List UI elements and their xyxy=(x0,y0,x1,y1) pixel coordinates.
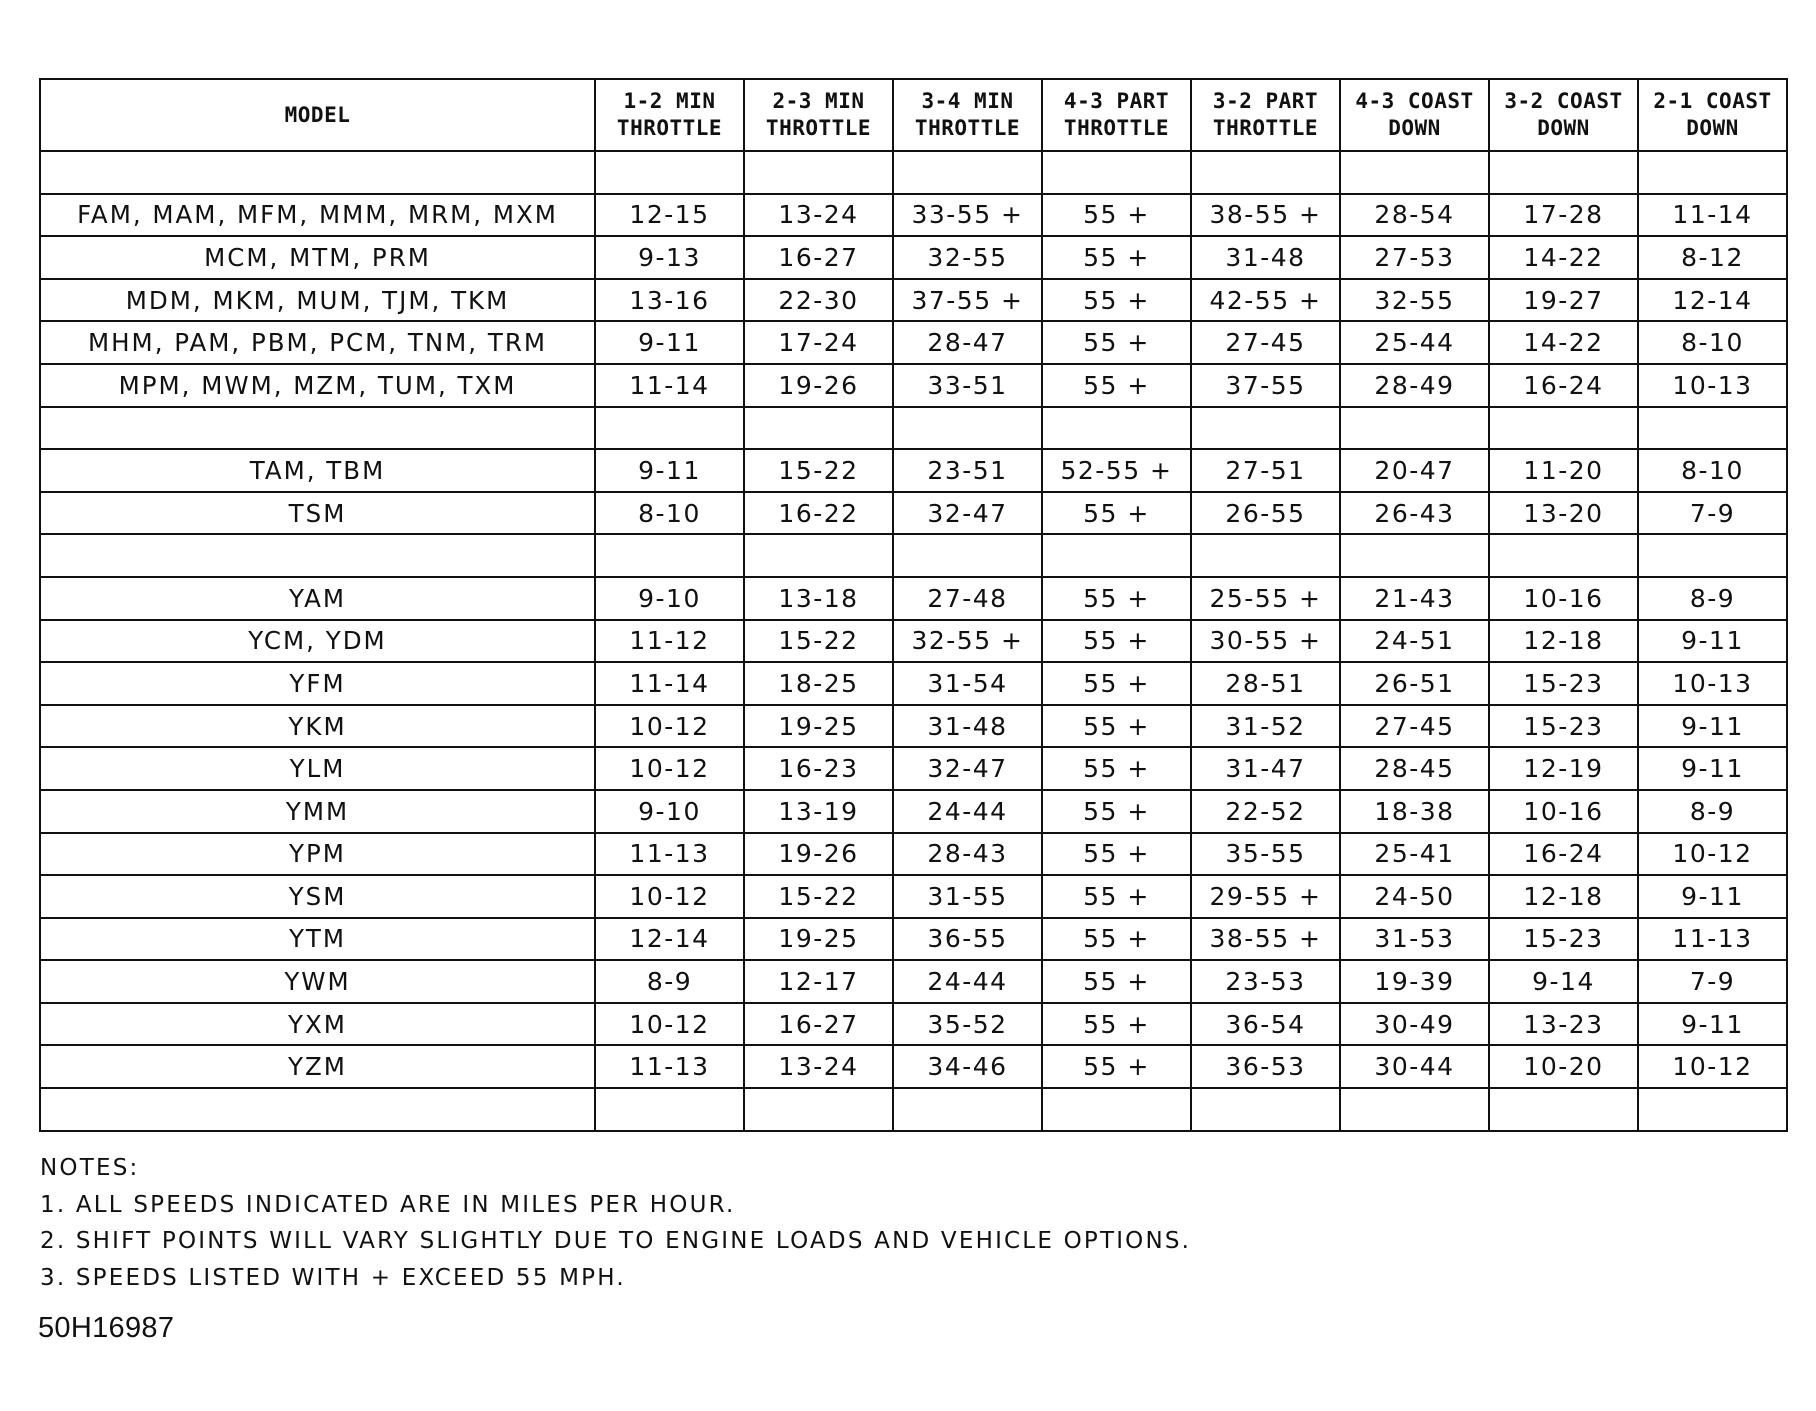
speed-cell: 10-12 xyxy=(595,1003,744,1046)
speed-cell: 23-51 xyxy=(893,449,1042,492)
speed-cell: 32-55 xyxy=(1340,279,1489,322)
speed-cell: 17-24 xyxy=(744,321,893,364)
speed-cell: 10-13 xyxy=(1638,364,1787,407)
spacer-row xyxy=(40,407,1787,450)
speed-cell xyxy=(595,151,744,194)
speed-cell: 32-47 xyxy=(893,492,1042,535)
speed-cell: 10-12 xyxy=(1638,1045,1787,1088)
speed-cell: 37-55 + xyxy=(893,279,1042,322)
speed-cell xyxy=(1340,534,1489,577)
speed-cell: 9-13 xyxy=(595,236,744,279)
table-row xyxy=(40,321,1787,364)
header-label-line: 1-2 MIN xyxy=(623,89,716,113)
model-cell: YAM xyxy=(40,577,595,620)
speed-cell: 16-27 xyxy=(744,236,893,279)
speed-cell: 8-9 xyxy=(1638,577,1787,620)
header-label-line: THROTTLE xyxy=(1063,116,1170,140)
speed-cell: 24-44 xyxy=(893,790,1042,833)
table-row xyxy=(40,279,1787,322)
speed-cell: 14-22 xyxy=(1489,321,1638,364)
speed-cell: 11-14 xyxy=(595,364,744,407)
speed-cell: 11-13 xyxy=(1638,918,1787,961)
speed-cell: 24-50 xyxy=(1340,875,1489,918)
header-label-line: THROTTLE xyxy=(1212,116,1319,140)
speed-cell: 55 + xyxy=(1042,1003,1191,1046)
speed-cell: 25-44 xyxy=(1340,321,1489,364)
speed-cell: 35-55 xyxy=(1191,833,1340,876)
speed-cell: 30-49 xyxy=(1340,1003,1489,1046)
table-row xyxy=(40,662,1787,705)
speed-cell: 13-19 xyxy=(744,790,893,833)
speed-cell xyxy=(1042,534,1191,577)
model-cell: YKM xyxy=(40,705,595,748)
speed-cell: 11-13 xyxy=(595,833,744,876)
speed-cell: 10-12 xyxy=(595,705,744,748)
speed-cell: 55 + xyxy=(1042,875,1191,918)
speed-cell: 31-52 xyxy=(1191,705,1340,748)
speed-cell xyxy=(744,534,893,577)
speed-cell xyxy=(595,407,744,450)
speed-cell: 34-46 xyxy=(893,1045,1042,1088)
shift-speed-table xyxy=(39,78,1788,1132)
speed-cell: 15-22 xyxy=(744,620,893,663)
speed-cell: 8-12 xyxy=(1638,236,1787,279)
speed-cell xyxy=(1638,151,1787,194)
speed-cell: 52-55 + xyxy=(1042,449,1191,492)
speed-cell: 37-55 xyxy=(1191,364,1340,407)
speed-cell: 55 + xyxy=(1042,833,1191,876)
speed-cell: 36-53 xyxy=(1191,1045,1340,1088)
header-label-line: DOWN xyxy=(1686,116,1739,140)
speed-cell: 13-16 xyxy=(595,279,744,322)
speed-cell: 55 + xyxy=(1042,236,1191,279)
speed-cell: 8-10 xyxy=(1638,449,1787,492)
speed-cell: 28-45 xyxy=(1340,747,1489,790)
speed-cell: 55 + xyxy=(1042,492,1191,535)
speed-cell: 32-55 + xyxy=(893,620,1042,663)
speed-cell: 55 + xyxy=(1042,321,1191,364)
note-item: 1. ALL SPEEDS INDICATED ARE IN MILES PER HOUR. xyxy=(40,1191,736,1218)
speed-cell: 32-47 xyxy=(893,747,1042,790)
model-cell: MPM, MWM, MZM, TUM, TXM xyxy=(40,364,595,407)
speed-cell: 8-10 xyxy=(595,492,744,535)
speed-cell xyxy=(1489,407,1638,450)
speed-cell: 11-20 xyxy=(1489,449,1638,492)
header-label-line: THROTTLE xyxy=(616,116,723,140)
speed-cell: 26-55 xyxy=(1191,492,1340,535)
header-label-line: DOWN xyxy=(1388,116,1441,140)
speed-cell: 15-22 xyxy=(744,875,893,918)
header-column xyxy=(595,79,744,151)
speed-cell xyxy=(893,1088,1042,1131)
header-model xyxy=(40,79,595,151)
speed-cell xyxy=(1042,407,1191,450)
speed-cell: 55 + xyxy=(1042,918,1191,961)
header-column xyxy=(893,79,1042,151)
model-cell: FAM, MAM, MFM, MMM, MRM, MXM xyxy=(40,194,595,237)
header-label-line: 4-3 COAST xyxy=(1355,89,1474,113)
table-row xyxy=(40,875,1787,918)
model-cell xyxy=(40,534,595,577)
header-column xyxy=(1489,79,1638,151)
speed-cell xyxy=(1042,151,1191,194)
speed-cell: 30-55 + xyxy=(1191,620,1340,663)
speed-cell xyxy=(893,534,1042,577)
speed-cell: 14-22 xyxy=(1489,236,1638,279)
model-cell: YZM xyxy=(40,1045,595,1088)
speed-cell: 24-51 xyxy=(1340,620,1489,663)
speed-cell xyxy=(595,534,744,577)
speed-cell: 9-11 xyxy=(1638,1003,1787,1046)
speed-cell: 16-24 xyxy=(1489,833,1638,876)
speed-cell: 55 + xyxy=(1042,577,1191,620)
model-cell: YWM xyxy=(40,960,595,1003)
speed-cell: 19-25 xyxy=(744,918,893,961)
table-row xyxy=(40,620,1787,663)
speed-cell: 26-43 xyxy=(1340,492,1489,535)
speed-cell: 12-17 xyxy=(744,960,893,1003)
speed-cell: 22-30 xyxy=(744,279,893,322)
speed-cell: 25-55 + xyxy=(1191,577,1340,620)
speed-cell: 28-43 xyxy=(893,833,1042,876)
speed-cell: 36-55 xyxy=(893,918,1042,961)
header-label-line: 3-2 COAST xyxy=(1504,89,1623,113)
speed-cell: 55 + xyxy=(1042,790,1191,833)
header-label-line: THROTTLE xyxy=(914,116,1021,140)
speed-cell: 35-52 xyxy=(893,1003,1042,1046)
model-cell: MHM, PAM, PBM, PCM, TNM, TRM xyxy=(40,321,595,364)
speed-cell: 7-9 xyxy=(1638,492,1787,535)
table-row xyxy=(40,577,1787,620)
speed-cell: 10-12 xyxy=(1638,833,1787,876)
header-label-line: MODEL xyxy=(284,102,351,127)
header-column xyxy=(1191,79,1340,151)
table-row xyxy=(40,1045,1787,1088)
speed-cell: 10-12 xyxy=(595,875,744,918)
speed-cell: 38-55 + xyxy=(1191,194,1340,237)
speed-cell: 38-55 + xyxy=(1191,918,1340,961)
speed-cell: 9-11 xyxy=(595,449,744,492)
speed-cell: 33-51 xyxy=(893,364,1042,407)
speed-cell xyxy=(1340,407,1489,450)
speed-cell: 10-13 xyxy=(1638,662,1787,705)
speed-cell: 19-26 xyxy=(744,364,893,407)
speed-cell: 15-22 xyxy=(744,449,893,492)
header-label-line: 2-3 MIN xyxy=(772,89,865,113)
speed-cell: 10-20 xyxy=(1489,1045,1638,1088)
speed-cell: 9-10 xyxy=(595,577,744,620)
model-cell: TSM xyxy=(40,492,595,535)
speed-cell: 15-23 xyxy=(1489,918,1638,961)
speed-cell: 10-16 xyxy=(1489,577,1638,620)
speed-cell xyxy=(1489,534,1638,577)
speed-cell: 11-14 xyxy=(1638,194,1787,237)
table-row xyxy=(40,364,1787,407)
speed-cell: 55 + xyxy=(1042,620,1191,663)
table-row xyxy=(40,449,1787,492)
model-cell xyxy=(40,151,595,194)
speed-cell: 13-24 xyxy=(744,1045,893,1088)
model-cell: YFM xyxy=(40,662,595,705)
speed-cell: 31-48 xyxy=(893,705,1042,748)
table-row xyxy=(40,236,1787,279)
table-row xyxy=(40,492,1787,535)
header-column xyxy=(1042,79,1191,151)
speed-cell xyxy=(744,151,893,194)
speed-cell: 16-24 xyxy=(1489,364,1638,407)
speed-cell: 9-11 xyxy=(1638,620,1787,663)
model-cell xyxy=(40,407,595,450)
speed-cell xyxy=(1191,407,1340,450)
speed-cell: 55 + xyxy=(1042,960,1191,1003)
table-row xyxy=(40,1003,1787,1046)
speed-cell: 26-51 xyxy=(1340,662,1489,705)
header-label-line: 2-1 COAST xyxy=(1653,89,1772,113)
model-cell xyxy=(40,1088,595,1131)
speed-cell xyxy=(1191,534,1340,577)
speed-cell: 22-52 xyxy=(1191,790,1340,833)
header-label-line: 4-3 PART xyxy=(1063,89,1170,113)
speed-cell xyxy=(1191,1088,1340,1131)
speed-cell xyxy=(744,1088,893,1131)
speed-cell: 19-25 xyxy=(744,705,893,748)
table-row xyxy=(40,705,1787,748)
spacer-row xyxy=(40,151,1787,194)
speed-cell: 10-16 xyxy=(1489,790,1638,833)
speed-cell: 30-44 xyxy=(1340,1045,1489,1088)
speed-cell xyxy=(1638,1088,1787,1131)
speed-cell xyxy=(595,1088,744,1131)
speed-cell: 12-19 xyxy=(1489,747,1638,790)
speed-cell: 13-18 xyxy=(744,577,893,620)
speed-cell: 12-18 xyxy=(1489,875,1638,918)
speed-cell: 12-18 xyxy=(1489,620,1638,663)
table-header xyxy=(40,79,1787,151)
speed-cell: 11-12 xyxy=(595,620,744,663)
speed-cell: 31-48 xyxy=(1191,236,1340,279)
speed-cell xyxy=(893,151,1042,194)
speed-cell xyxy=(1638,534,1787,577)
speed-cell: 28-47 xyxy=(893,321,1042,364)
speed-cell: 13-23 xyxy=(1489,1003,1638,1046)
speed-cell: 19-27 xyxy=(1489,279,1638,322)
speed-cell: 8-9 xyxy=(595,960,744,1003)
speed-cell xyxy=(1489,151,1638,194)
speed-cell: 32-55 xyxy=(893,236,1042,279)
notes-block xyxy=(40,1150,1191,1296)
model-cell: YCM, YDM xyxy=(40,620,595,663)
model-cell: YPM xyxy=(40,833,595,876)
speed-cell: 31-47 xyxy=(1191,747,1340,790)
note-item: 3. SPEEDS LISTED WITH + EXCEED 55 MPH. xyxy=(40,1264,626,1291)
header-label-line: THROTTLE xyxy=(765,116,872,140)
notes-title: NOTES: xyxy=(40,1155,140,1181)
speed-cell: 15-23 xyxy=(1489,662,1638,705)
spacer-row xyxy=(40,534,1787,577)
header-label-line: 3-4 MIN xyxy=(921,89,1014,113)
speed-cell: 9-10 xyxy=(595,790,744,833)
header-column xyxy=(1340,79,1489,151)
speed-cell: 42-55 + xyxy=(1191,279,1340,322)
speed-cell: 7-9 xyxy=(1638,960,1787,1003)
table-row xyxy=(40,960,1787,1003)
model-cell: YSM xyxy=(40,875,595,918)
speed-cell xyxy=(1042,1088,1191,1131)
speed-cell: 31-55 xyxy=(893,875,1042,918)
model-cell: YXM xyxy=(40,1003,595,1046)
header-label-line: 3-2 PART xyxy=(1212,89,1319,113)
table-row xyxy=(40,833,1787,876)
model-cell: MCM, MTM, PRM xyxy=(40,236,595,279)
speed-cell xyxy=(1489,1088,1638,1131)
speed-cell: 27-45 xyxy=(1340,705,1489,748)
speed-cell: 12-14 xyxy=(595,918,744,961)
speed-cell: 16-27 xyxy=(744,1003,893,1046)
speed-cell: 27-45 xyxy=(1191,321,1340,364)
speed-cell: 12-14 xyxy=(1638,279,1787,322)
table-body xyxy=(40,151,1787,1131)
speed-cell: 23-53 xyxy=(1191,960,1340,1003)
speed-cell: 55 + xyxy=(1042,705,1191,748)
speed-cell: 9-11 xyxy=(595,321,744,364)
speed-cell: 28-49 xyxy=(1340,364,1489,407)
model-cell: YMM xyxy=(40,790,595,833)
table-row xyxy=(40,790,1787,833)
speed-cell: 27-48 xyxy=(893,577,1042,620)
speed-cell: 31-54 xyxy=(893,662,1042,705)
figure-id: 50H16987 xyxy=(38,1312,175,1344)
speed-cell: 28-54 xyxy=(1340,194,1489,237)
table-row xyxy=(40,194,1787,237)
speed-cell: 20-47 xyxy=(1340,449,1489,492)
speed-cell: 8-9 xyxy=(1638,790,1787,833)
speed-cell: 25-41 xyxy=(1340,833,1489,876)
header-column xyxy=(744,79,893,151)
speed-cell: 24-44 xyxy=(893,960,1042,1003)
speed-cell xyxy=(744,407,893,450)
speed-cell: 9-11 xyxy=(1638,705,1787,748)
model-cell: MDM, MKM, MUM, TJM, TKM xyxy=(40,279,595,322)
speed-cell: 11-13 xyxy=(595,1045,744,1088)
speed-cell: 36-54 xyxy=(1191,1003,1340,1046)
speed-cell: 18-25 xyxy=(744,662,893,705)
speed-cell: 17-28 xyxy=(1489,194,1638,237)
speed-cell: 55 + xyxy=(1042,364,1191,407)
speed-cell: 55 + xyxy=(1042,662,1191,705)
speed-cell: 19-39 xyxy=(1340,960,1489,1003)
speed-cell: 9-11 xyxy=(1638,747,1787,790)
speed-cell: 16-22 xyxy=(744,492,893,535)
speed-cell: 27-51 xyxy=(1191,449,1340,492)
speed-cell: 55 + xyxy=(1042,279,1191,322)
speed-cell: 11-14 xyxy=(595,662,744,705)
speed-cell: 28-51 xyxy=(1191,662,1340,705)
speed-cell: 55 + xyxy=(1042,1045,1191,1088)
model-cell: YTM xyxy=(40,918,595,961)
speed-cell xyxy=(1638,407,1787,450)
speed-cell xyxy=(893,407,1042,450)
speed-cell: 15-23 xyxy=(1489,705,1638,748)
speed-cell: 31-53 xyxy=(1340,918,1489,961)
spacer-row xyxy=(40,1088,1787,1131)
speed-cell xyxy=(1191,151,1340,194)
speed-cell: 9-14 xyxy=(1489,960,1638,1003)
speed-cell xyxy=(1340,151,1489,194)
speed-cell: 18-38 xyxy=(1340,790,1489,833)
speed-cell: 16-23 xyxy=(744,747,893,790)
speed-cell: 12-15 xyxy=(595,194,744,237)
header-label-line: DOWN xyxy=(1537,116,1590,140)
speed-cell: 10-12 xyxy=(595,747,744,790)
speed-cell: 55 + xyxy=(1042,194,1191,237)
speed-cell: 33-55 + xyxy=(893,194,1042,237)
speed-cell xyxy=(1340,1088,1489,1131)
table-row xyxy=(40,918,1787,961)
note-item: 2. SHIFT POINTS WILL VARY SLIGHTLY DUE TO ENGINE LOADS AND VEHICLE OPTIONS. xyxy=(40,1228,1192,1254)
speed-cell: 19-26 xyxy=(744,833,893,876)
speed-cell: 27-53 xyxy=(1340,236,1489,279)
header-column xyxy=(1638,79,1787,151)
header-row xyxy=(40,79,1787,151)
table-row xyxy=(40,747,1787,790)
model-cell: TAM, TBM xyxy=(40,449,595,492)
speed-cell: 21-43 xyxy=(1340,577,1489,620)
speed-cell: 13-20 xyxy=(1489,492,1638,535)
model-cell: YLM xyxy=(40,747,595,790)
speed-cell: 13-24 xyxy=(744,194,893,237)
speed-cell: 8-10 xyxy=(1638,321,1787,364)
speed-cell: 9-11 xyxy=(1638,875,1787,918)
speed-cell: 29-55 + xyxy=(1191,875,1340,918)
speed-cell: 55 + xyxy=(1042,747,1191,790)
